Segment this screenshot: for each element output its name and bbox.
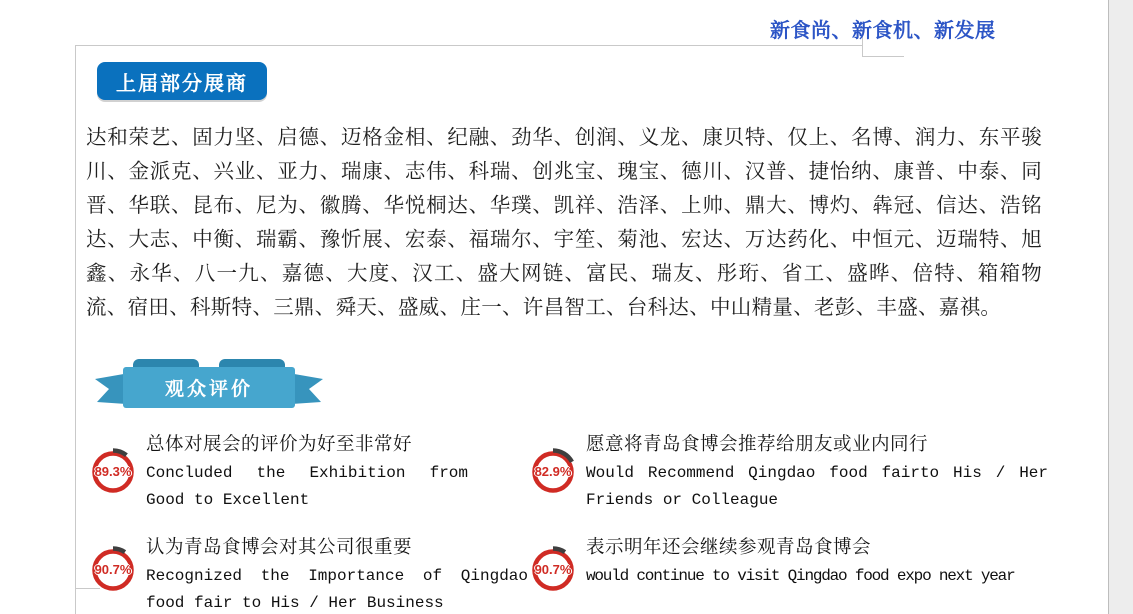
review-text-en: would continue to visit Qingdao food expo next year — [586, 567, 1015, 585]
review-stat — [586, 535, 1056, 590]
exhibitors-section-title: 上届部分展商 — [116, 72, 248, 95]
review-stat — [146, 432, 468, 514]
review-text-en: Would Recommend Qingdao food fairto His / Her Friends or Colleague — [586, 464, 1048, 509]
review-text-en: Recognized the Importance of Qingdao food fair to His / Her Business — [146, 567, 528, 612]
header-slogan: 新食尚、新食机、新发展 — [770, 20, 996, 42]
exhibitors-list: 达和荣艺、固力坚、启德、迈格金相、纪融、劲华、创润、义龙、康贝特、仅上、名博、润力、东平骏川、金派克、兴业、亚力、瑞康、志伟、科瑞、创兆宝、瑰宝、德川、汉普、捷怡纳、康普、中泰、同晋、华联、昆布、尼为、徽腾、华悦桐达、华璞、凯祥、浩泽、上帅、鼎大、博灼、犇冠、信达、浩铭达、大志、中衡、瑞霸、豫忻展、宏泰、福瑞尔、宇笙、菊池、宏达、万达药化、中恒元、迈瑞特、旭鑫、永华、八一九、嘉德、大度、汉工、盛大网链、富民、瑞友、彤珩、省工、盛晔、倍特、箱箱物流、宿田、科斯特、三鼎、舜天、盛威、庄一、许昌智工、台科达、中山精量、老彭、丰盛、嘉祺。 — [86, 127, 1042, 319]
crop-mark-top-horizontal — [862, 56, 904, 57]
percent-label: 90.7% — [94, 562, 132, 578]
review-stat — [146, 535, 528, 614]
review-stat — [586, 432, 1048, 514]
review-text-zh: 认为青岛食博会对其公司很重要 — [146, 538, 413, 558]
review-text-zh: 总体对展会的评价为好至非常好 — [146, 435, 413, 455]
margin-guide-left — [75, 45, 76, 614]
review-text-zh: 表示明年还会继续参观青岛食博会 — [586, 538, 872, 558]
percent-badge — [88, 545, 138, 595]
percent-label: 82.9% — [534, 464, 572, 480]
margin-guide-top — [75, 45, 862, 46]
review-text-en: Concluded the Exhibition from Good to Excellent — [146, 464, 468, 509]
percent-badge — [528, 545, 578, 595]
percent-badge — [528, 447, 578, 497]
review-text-zh: 愿意将青岛食博会推荐给朋友或业内同行 — [586, 435, 929, 455]
percent-badge — [88, 447, 138, 497]
reviews-ribbon-banner — [95, 353, 323, 415]
exhibitors-section-title-badge — [97, 62, 267, 100]
percent-label: 90.7% — [534, 562, 572, 578]
percent-label: 89.3% — [94, 464, 132, 480]
page-gutter-right — [1109, 0, 1133, 614]
reviews-section-title: 观众评价 — [164, 379, 253, 400]
